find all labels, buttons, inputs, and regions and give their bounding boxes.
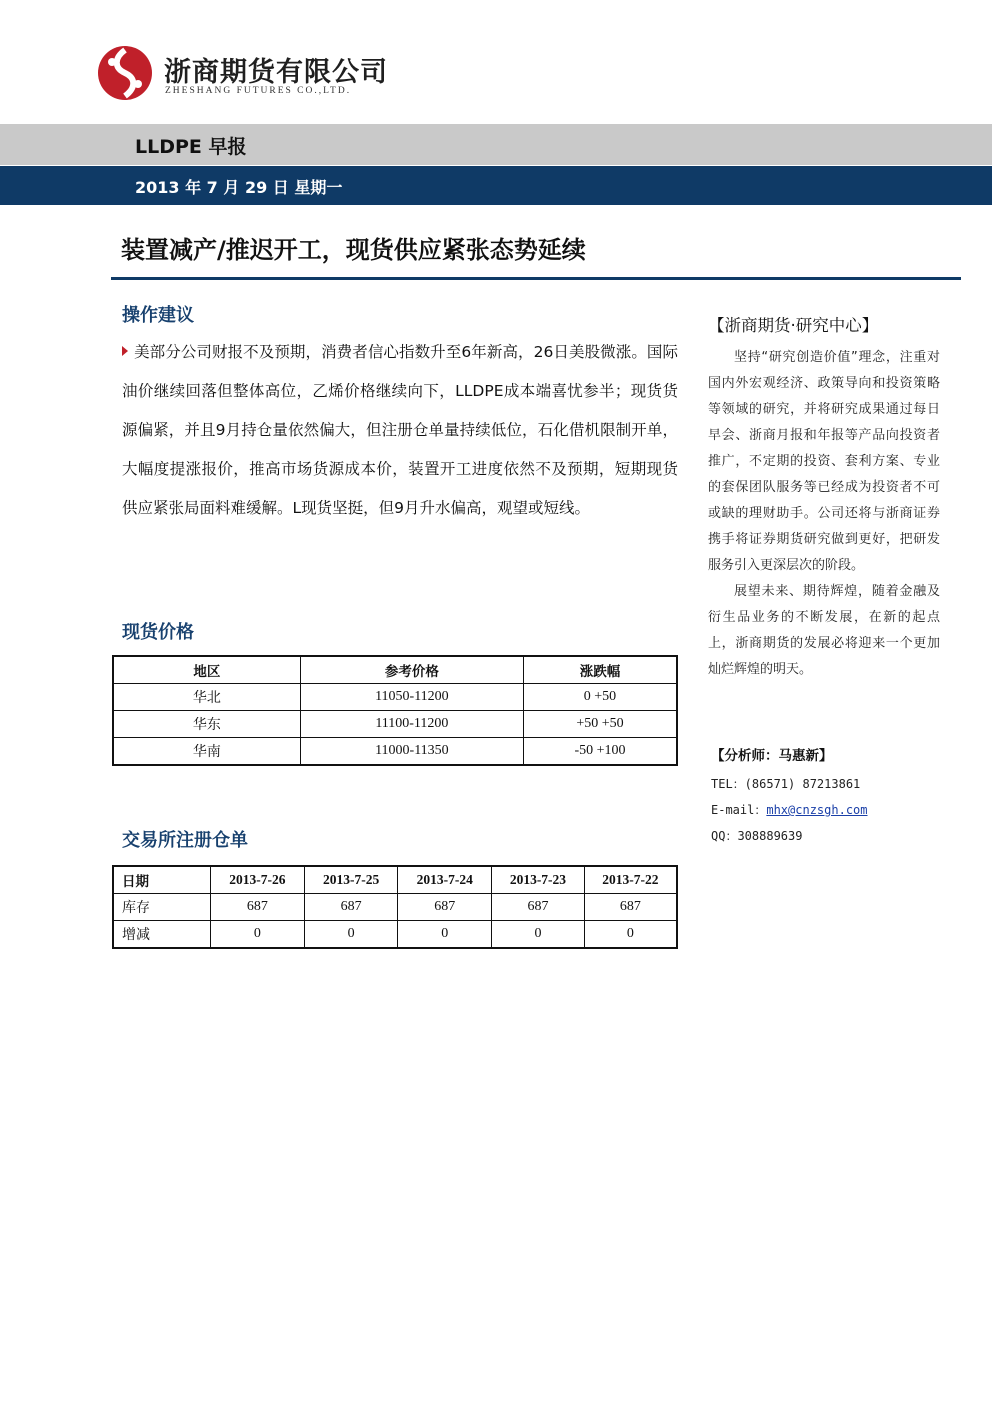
headline: 装置减产/推迟开工，现货供应紧张态势延续 (121, 236, 586, 264)
value-cell: 0 (304, 921, 398, 949)
header-cell: 2013-7-22 (584, 866, 677, 894)
value-cell: 687 (304, 894, 398, 921)
company-logo-icon (96, 44, 158, 102)
change-cell: +50 +50 (523, 711, 677, 738)
value-cell: 0 (398, 921, 492, 949)
table-header-row (113, 866, 677, 894)
header-cell: 2013-7-23 (492, 866, 585, 894)
price-cell: 11000-11350 (300, 738, 523, 766)
header-cell: 2013-7-24 (398, 866, 492, 894)
table-header-row (113, 656, 677, 684)
table-row (113, 894, 677, 921)
advice-text: 美部分公司财报不及预期，消费者信心指数升至6年新高，26日美股微涨。国际油价继续回落但整体高位，乙烯价格继续向下，LLDPE成本端喜忧参半；现货货源偏紧，并且9月持仓量依然偏大，但注册仓单量持续低位，石化借机限制开单，大幅度提涨报价，推高市场货源成本价，装置开工进度依然不及预期，短期现货供应紧张局面料难缓解。L现货坚挺，但9月升水偏高，观望或短线。 (122, 343, 678, 517)
value-cell: 687 (584, 894, 677, 921)
region-cell: 华南 (113, 738, 300, 766)
analyst-contact (711, 744, 868, 849)
report-date-band (0, 166, 992, 205)
row-label-cell: 增减 (113, 921, 211, 949)
row-label-cell: 库存 (113, 894, 211, 921)
spot-price-title: 现货价格 (122, 622, 194, 643)
spot-price-table (112, 655, 678, 766)
research-center-sidebar (708, 312, 940, 683)
value-cell: 0 (584, 921, 677, 949)
region-cell: 华北 (113, 684, 300, 711)
header-cell: 2013-7-25 (304, 866, 398, 894)
analyst-tel: TEL：(86571) 87213861 (711, 777, 861, 791)
region-cell: 华东 (113, 711, 300, 738)
change-cell: -50 +100 (523, 738, 677, 766)
value-cell: 0 (211, 921, 305, 949)
table-row (113, 738, 677, 766)
value-cell: 687 (492, 894, 585, 921)
price-cell: 11100-11200 (300, 711, 523, 738)
report-date: 2013 年 7 月 29 日 星期一 (135, 178, 343, 197)
header-cell: 日期 (113, 866, 211, 894)
email-label: E-mail： (711, 803, 767, 817)
table-row (113, 921, 677, 949)
company-name-en: ZHESHANG FUTURES CO.,LTD. (165, 86, 352, 96)
analyst-qq: QQ：308889639 (711, 829, 803, 843)
company-name-cn: 浙商期货有限公司 (164, 57, 388, 88)
price-cell: 11050-11200 (300, 684, 523, 711)
change-cell: 0 +50 (523, 684, 677, 711)
report-title: LLDPE 早报 (135, 136, 247, 158)
analyst-title: 【分析师：马惠新】 (711, 748, 833, 764)
headline-divider (111, 277, 961, 280)
sidebar-paragraph: 坚持“研究创造价值”理念，注重对国内外宏观经济、政策导向和投资策略等领域的研究，并将研究成果通过每日早会、浙商月报和年报等产品向投资者推广，不定期的投资、套利方案、专业的套保团队服务等已经成为投资者不可或缺的理财助手。公司还将与浙商证券携手将证券期货研究做到更好，把研发服务引入更深层次的阶段。 (708, 350, 940, 573)
advice-title: 操作建议 (122, 305, 194, 326)
bullet-arrow-icon (122, 346, 128, 356)
header-cell: 参考价格 (300, 656, 523, 684)
analyst-email-line (711, 797, 868, 823)
warehouse-title: 交易所注册仓单 (122, 830, 248, 851)
table-row (113, 684, 677, 711)
advice-paragraph (122, 333, 678, 528)
warehouse-table (112, 865, 678, 949)
value-cell: 0 (492, 921, 585, 949)
sidebar-title: 【浙商期货·研究中心】 (708, 316, 879, 335)
table-row (113, 711, 677, 738)
header-cell: 涨跌幅 (523, 656, 677, 684)
header-cell: 地区 (113, 656, 300, 684)
sidebar-paragraph: 展望未来、期待辉煌，随着金融及衍生品业务的不断发展，在新的起点上，浙商期货的发展必将迎来一个更加灿烂辉煌的明天。 (708, 584, 940, 677)
report-title-band (0, 124, 992, 165)
value-cell: 687 (211, 894, 305, 921)
email-link[interactable]: mhx@cnzsgh.com (766, 803, 868, 817)
value-cell: 687 (398, 894, 492, 921)
header-cell: 2013-7-26 (211, 866, 305, 894)
